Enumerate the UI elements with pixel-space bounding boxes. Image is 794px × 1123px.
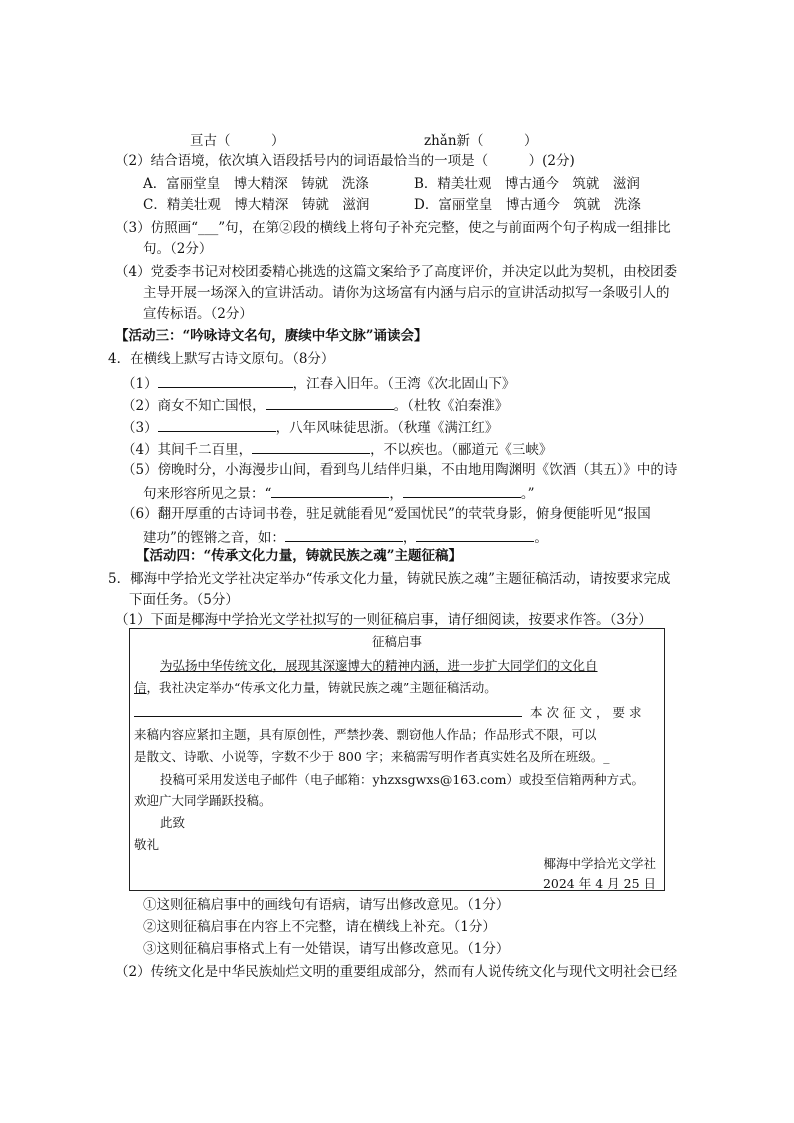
question-4-line-2: 主导开展一场深入的宣讲活动。请你为这场富有内涵与启示的宣讲活动拟写一条吸引人的 (143, 285, 670, 301)
poem-item-6-line-1: （6）翻开厚重的古诗词书卷，驻足就能看见“爱国忧民”的茕茕身影，俯身便能听见“报国 (122, 506, 651, 522)
answer-blank[interactable] (158, 373, 293, 388)
option-c: C．精美壮观 博大精深 铸就 滋润 (143, 197, 370, 213)
answer-blank[interactable] (416, 527, 534, 542)
notice-closing-cizhi: 此致 (160, 815, 186, 830)
notice-paragraph-2-line-1 (134, 704, 646, 722)
poem-item-5-line-1: （5）傍晚时分，小海漫步山间，看到鸟儿结伴归巢，不由地用陶渊明《饮酒（其五）》中的诗 (122, 462, 678, 478)
poem-item-4 (122, 439, 552, 459)
task-3: ③这则征稿启事格式上有一处错误，请写出修改意见。（1分） (143, 941, 510, 957)
notice-paragraph-2-line-3: 是散文、诗歌、小说等，字数不少于 800 字；来稿需写明作者真实姓名及所在班级。_ (134, 749, 610, 764)
option-a: A．富丽堂皇 博大精深 铸就 洗涤 (143, 176, 369, 192)
notice-paragraph-1-line-1 (160, 657, 598, 675)
question-5-line-2: 下面任务。（5分） (129, 592, 239, 608)
notice-closing-jingli: 敬礼 (134, 837, 160, 852)
task-2: ②这则征稿启事在内容上不完整，请在横线上补充。（1分） (143, 919, 496, 935)
poem-item-6-end: 。 (534, 530, 548, 546)
notice-title: 征稿启事 (371, 634, 422, 649)
solicitation-notice-box (129, 628, 665, 891)
poem-item-6-comma: ， (402, 530, 417, 546)
task-1: ①这则征稿启事中的画线句有语病，请写出修改意见。（1分） (143, 897, 510, 913)
poem-item-1-text: ，江春入旧年。（王湾《次北固山下》 (292, 376, 516, 392)
question-2-stem: （2）结合语境，依次填入语段括号内的词语最恰当的一项是（ ）(2分) (115, 153, 575, 169)
poem-item-3-text: ，八年风味徒思浙。（秋瑾《满江红》 (275, 420, 499, 436)
question-5-sub-2: （2）传统文化是中华民族灿烂文明的重要组成部分，然而有人说传统文化与现代文明社会已经 (115, 964, 678, 980)
question-3-line-2: 句。（2分） (143, 241, 213, 257)
notice-paragraph-1-rest: ，我社决定举办“传承文化力量，铸就民族之魂”主题征稿活动。 (146, 680, 497, 695)
answer-blank[interactable] (158, 417, 276, 432)
answer-blank[interactable] (285, 527, 403, 542)
activity-3-heading: 【活动三：“吟咏诗文名句，赓续中华文脉”诵读会】 (115, 328, 428, 344)
poem-question-stem: 4．在横线上默写古诗文原句。（8分） (108, 351, 335, 367)
poem-item-4-text: （4）其间千二百里， (122, 442, 253, 458)
question-3-line-1: （3）仿照画“___”句，在第②段的横线上将句子补充完整，使之与前面两个句子构成一组排比 (115, 220, 671, 236)
poem-item-3-prefix: （3） (122, 420, 158, 436)
poem-item-5-line-2 (143, 483, 535, 503)
poem-item-2-text: （2）商女不知亡国恨， (122, 398, 266, 414)
notice-paragraph-2-tail: 本次征文，要求 (530, 705, 646, 720)
option-d: D．富丽堂皇 博古通今 筑就 洗涤 (414, 197, 641, 213)
notice-paragraph-3-line-2: 欢迎广大同学踊跃投稿。 (134, 793, 272, 808)
poem-item-2 (122, 395, 508, 415)
question-4-line-3: 宣传标语。（2分） (143, 306, 253, 322)
fill-in-blank-line[interactable] (134, 704, 522, 717)
pinyin-item-gengu: 亘古（ ） (190, 133, 285, 149)
question-5-sub-1: （1）下面是椰海中学拾光文学社拟写的一则征稿启事，请仔细阅读，按要求作答。（3分） (115, 612, 652, 628)
notice-organization: 椰海中学拾光文学社 (543, 856, 656, 871)
activity-4-heading: 【活动四：“传承文化力量，铸就民族之魂”主题征稿】 (136, 548, 463, 564)
poem-item-1 (122, 373, 515, 393)
notice-date: 2024 年 4 月 25 日 (542, 876, 656, 891)
underlined-sentence-end: 信 (134, 680, 147, 695)
poem-item-5-end: 。” (520, 486, 535, 502)
answer-blank[interactable] (252, 439, 370, 454)
poem-item-6-lead: 建功”的铿锵之音，如： (143, 530, 285, 546)
question-4-line-1: （4）党委李书记对校团委精心挑选的这篇文案给予了高度评价，并决定以此为契机，由校团委 (115, 264, 678, 280)
notice-paragraph-3-line-1: 投稿可采用发送电子邮件（电子邮箱：yhzxsgwxs@163.com）或投至信箱两种方式。 (160, 772, 645, 787)
notice-paragraph-1-line-2 (134, 679, 497, 697)
question-5-line-1: 5．椰海中学拾光文学社决定举办“传承文化力量，铸就民族之魂”主题征稿活动，请按要求完成 (108, 571, 671, 587)
option-b: B．精美壮观 博古通今 筑就 滋润 (414, 176, 640, 192)
underlined-sentence: 为弘扬中华传统文化，展现其深邃博大的精神内涵，进一步扩大同学们的文化自 (160, 658, 598, 673)
answer-blank[interactable] (403, 483, 521, 498)
answer-blank[interactable] (266, 395, 394, 410)
poem-item-5-lead: 句来形容所见之景：“ (143, 486, 272, 502)
poem-item-4-source: ，不以疾也。（郦道元《三峡》 (370, 442, 553, 458)
answer-blank[interactable] (271, 483, 389, 498)
notice-paragraph-2-line-2: 来稿内容应紧扣主题，具有原创性，严禁抄袭、剽窃他人作品；作品形式不限，可以 (134, 727, 597, 742)
poem-item-3 (122, 417, 498, 437)
pinyin-item-zhanxin: zhǎn新（ ） (424, 133, 538, 149)
poem-item-5-comma: ， (389, 486, 403, 502)
poem-item-2-source: 。（杜牧《泊秦淮》 (393, 398, 509, 414)
poem-item-1-prefix: （1） (122, 376, 158, 392)
poem-item-6-line-2 (143, 527, 548, 547)
